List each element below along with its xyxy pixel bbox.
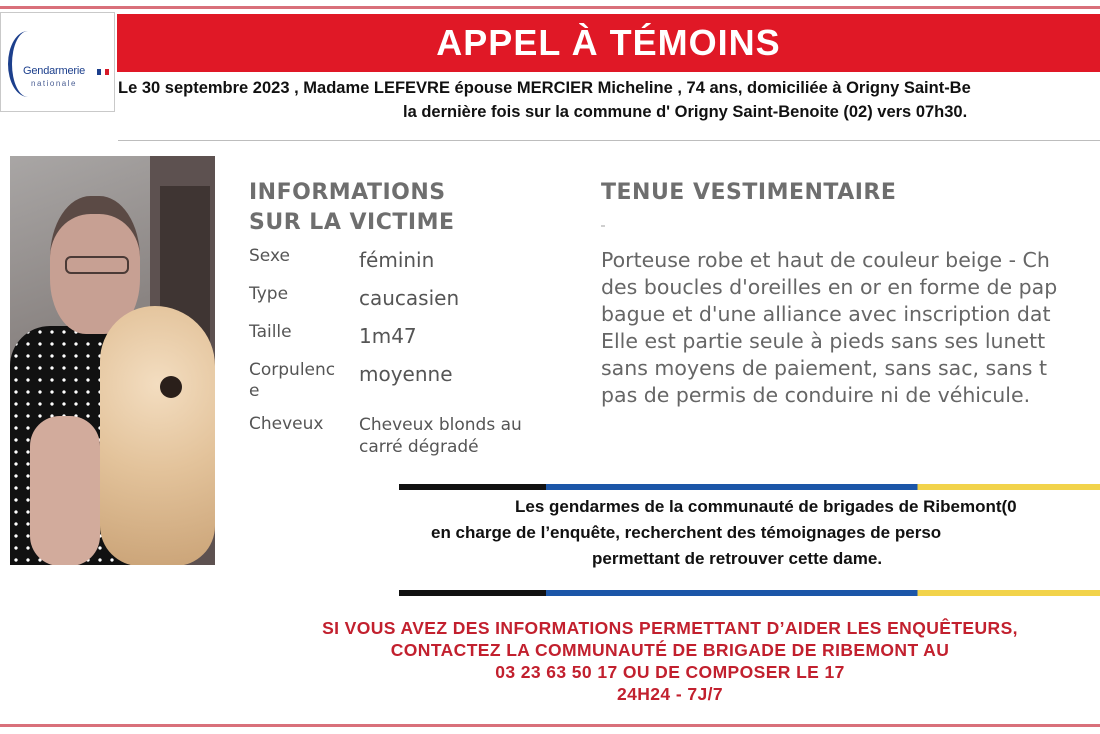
gendarmes-line-2: en charge de l’enquête, recherchent des témoignages de perso <box>431 523 942 542</box>
clothing-description <box>601 247 1100 409</box>
gendarmes-message <box>399 494 1100 572</box>
victim-info-heading-line-2: SUR LA VICTIME <box>249 210 455 235</box>
photo-glasses <box>65 256 129 274</box>
info-value: caucasien <box>359 286 460 310</box>
info-label: Sexe <box>249 246 290 266</box>
clothing-line: bague et d'une alliance avec inscription dat <box>601 302 1051 326</box>
separator-line <box>118 140 1100 141</box>
intro-line-1: Le 30 septembre 2023 , Madame LEFEVRE épouse MERCIER Micheline , 74 ans, domiciliée à Origny Saint-Be <box>118 79 971 97</box>
title-banner <box>117 14 1100 72</box>
info-label: Type <box>249 284 289 304</box>
clothing-line: des boucles d'oreilles en or en forme de pap <box>601 275 1058 299</box>
contact-hours: 24H24 - 7J/7 <box>617 684 723 704</box>
top-border-line <box>0 6 1100 9</box>
contact-phone[interactable]: 03 23 63 50 17 OU DE COMPOSER LE 17 <box>495 662 845 682</box>
gendarmes-line-3: permettant de retrouver cette dame. <box>592 549 883 568</box>
bottom-border-line <box>0 724 1100 727</box>
info-label: Taille <box>249 322 292 342</box>
tricolor-stripe-top <box>399 484 1100 490</box>
clothing-heading: TENUE VESTIMENTAIRE <box>601 180 897 205</box>
victim-info-heading-line-1: INFORMATIONS <box>249 180 446 205</box>
contact-message <box>250 617 1090 705</box>
victim-photo <box>10 156 215 565</box>
tricolor-stripe-bottom <box>399 590 1100 596</box>
clothing-line: pas de permis de conduire ni de véhicule. <box>601 383 1031 407</box>
decorative-dot <box>601 225 605 227</box>
gendarmes-line-1: Les gendarmes de la communauté de brigades de Ribemont(0 <box>515 497 1017 516</box>
photo-dog <box>100 306 215 565</box>
info-label: Corpulenc e <box>249 360 336 401</box>
clothing-line: sans moyens de paiement, sans sac, sans t <box>601 356 1047 380</box>
victim-info-heading <box>249 178 569 238</box>
info-value: Cheveux blonds au carré dégradé <box>359 415 522 457</box>
intro-text <box>118 76 1100 124</box>
logo-name: Gendarmerie <box>23 65 85 77</box>
info-value: féminin <box>359 248 435 272</box>
gendarmerie-logo <box>0 12 115 112</box>
intro-line-2: la dernière fois sur la commune d' Origny Saint-Benoite (02) vers 07h30. <box>403 103 968 121</box>
info-value: moyenne <box>359 362 453 386</box>
contact-line-1: SI VOUS AVEZ DES INFORMATIONS PERMETTANT D’AIDER LES ENQUÊTEURS, <box>322 618 1018 638</box>
info-value: 1m47 <box>359 324 417 348</box>
logo-subtitle: nationale <box>31 79 77 88</box>
page-title: APPEL À TÉMOINS <box>436 22 781 63</box>
contact-line-2: CONTACTEZ LA COMMUNAUTÉ DE BRIGADE DE RIBEMONT AU <box>390 640 950 660</box>
french-flag-icon <box>97 69 109 75</box>
photo-arm <box>30 416 100 565</box>
clothing-line: Porteuse robe et haut de couleur beige - Ch <box>601 248 1050 272</box>
clothing-line: Elle est partie seule à pieds sans ses lunett <box>601 329 1046 353</box>
photo-dog-nose <box>160 376 182 398</box>
info-label: Cheveux <box>249 414 324 434</box>
